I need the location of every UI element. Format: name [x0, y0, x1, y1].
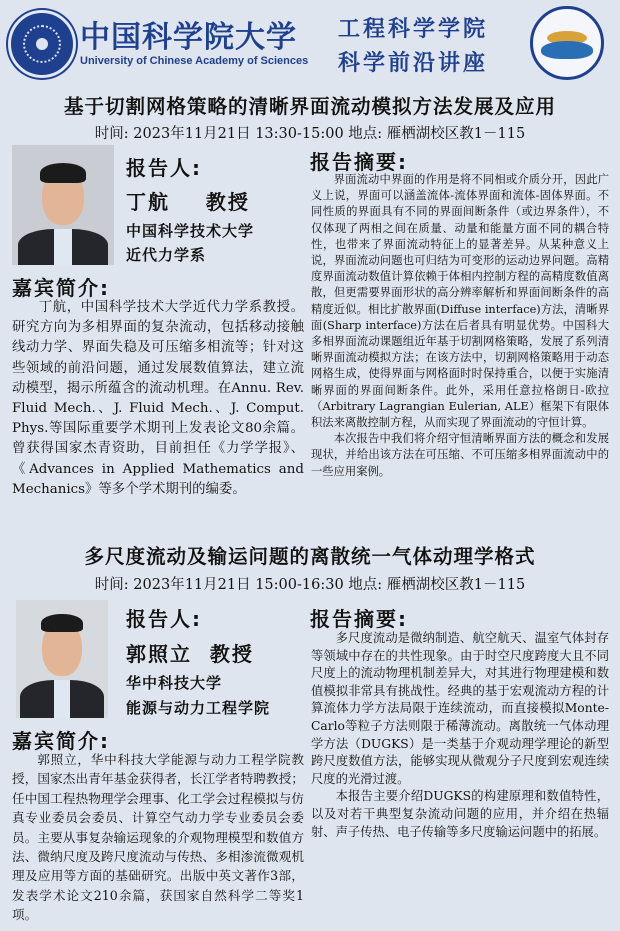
talk1-bio: 丁航，中国科学技术大学近代力学系教授。研究方向为多相界面的复杂流动，包括移动接触线动力学、界面失稳及可压缩多相流等；针对这些领域的前沿问题，通过发展数值算法，建立流动模型，揭示所蕴含的流动机理。在Annu. Rev. Fluid Mech.、J. Fluid Mech.、J. Comput. Phys.等国际重要学术期刊上发表论文80余篇。曾获得国家杰青资助，目前担任《力学学报》、《Advances in Applied Mathematics and Mechanics》等多个学术期刊的编委。: [12, 300, 304, 497]
university-name-cn: 中国科学院大学: [80, 20, 297, 55]
talk1-abstract-label: 报告摘要:: [310, 150, 408, 174]
talk1-affiliation-2: 近代力学系: [126, 246, 207, 264]
talk1-speaker-name: 丁航 教授: [126, 190, 250, 214]
talk2-bio-label: 嘉宾简介:: [12, 729, 110, 753]
school-name: 工程科学学院: [338, 17, 489, 42]
lecture-series-name: 科学前沿讲座: [338, 51, 489, 76]
talk2-title: 多尺度流动及输运问题的离散统一气体动理学格式: [84, 545, 536, 568]
speaker1-photo: [12, 145, 114, 265]
talk2-affiliation-1: 华中科技大学: [126, 674, 223, 692]
university-name-en: University of Chinese Academy of Sciences: [80, 55, 309, 67]
talk1-abstract-paragraph: 本次报告中我们将介绍守恒清晰界面方法的概念和发展现状，并给出该方法在可压缩、不可压缩多相界面流动中的一些应用案例。: [311, 432, 609, 478]
talk2-abstract-paragraph: 本报告主要介绍DUGKS的构建原理和数值特性，以及对若干典型复杂流动问题的应用，并介绍在热辐射、声子传热、电子传输等多尺度输运问题中的拓展。: [311, 789, 609, 839]
speaker2-photo: [16, 600, 108, 718]
talk1-affiliation-1: 中国科学技术大学: [126, 222, 255, 240]
talk1-abstract: [311, 172, 609, 480]
talk2-abstract-label: 报告摘要:: [310, 607, 408, 631]
talk1-bio-label: 嘉宾简介:: [12, 276, 110, 300]
talk1-time-location: 时间: 2023年11月21日 13:30-15:00 地点: 雁栖湖校区教1－115: [94, 126, 526, 142]
talk2-speaker-label: 报告人:: [126, 607, 202, 631]
talk2-time-location: 时间: 2023年11月21日 15:00-16:30 地点: 雁栖湖校区教1－115: [94, 577, 526, 593]
poster-header: [0, 0, 620, 88]
cas-logo-icon: [8, 10, 76, 78]
talk2-bio: 郭照立，华中科技大学能源与动力工程学院教授，国家杰出青年基金获得者，长江学者特聘教授；任中国工程热物理学会理事、化工学会过程模拟与仿真专业委员会委员、计算空气动力学专业委员会委员。主要从事复杂输运现象的介观物理模型和数值方法、微纳尺度及跨尺度流动与传热、多相渗流微观机理及应用等方面的基础研究。出版中英文著作3部，发表学术论文210余篇，获国家自然科学二等奖1项。: [12, 752, 304, 923]
engineering-school-logo-icon: [530, 6, 604, 80]
talk2-affiliation-2: 能源与动力工程学院: [126, 699, 271, 717]
talk2-speaker-name: 郭照立 教授: [126, 642, 254, 666]
talk2-abstract-paragraph: 多尺度流动是微纳制造、航空航天、温室气体封存等领域中存在的共性现象。由于时空尺度跨度大且不同尺度上的流动物理机制差异大，对其进行物理建模和数值模拟非常具有挑战性。经典的基于宏观流动方程的计算流体力学方法局限于连续流动，而直接模拟Monte-Carlo等粒子方法则限于稀薄流动。离散统一气体动理学方法（DUGKS）是一类基于介观动理学理论的新型跨尺度数值方法，能够实现从微观分子尺度到宏观连续尺度的光滑过渡。: [311, 631, 609, 786]
talk2-abstract: [311, 630, 609, 841]
talk1-speaker-label: 报告人:: [126, 156, 202, 180]
talk1-title: 基于切割网格策略的清晰界面流动模拟方法发展及应用: [63, 95, 556, 118]
talk1-abstract-paragraph: 界面流动中界面的作用是将不同相或介质分开，因此广义上说，界面可以涵盖流体-流体界面和流体-固体界面。不同性质的界面具有不同的界面间断条件（或边界条件），不仅体现了两相之间在质量、动量和能量方面不同的耦合特性，也带来了界面流动特征上的显著差异。从某种意义上说，界面流动问题也可归结为可变形的运动边界问题。高精度界面流动数值计算依赖于体相内控制方程的高精度数值离散，但更需要界面形状的高分辨率解析和界面间断条件的高精度近似。相比扩散界面(Diffuse interface)方法，清晰界面(Sharp interface)方法在后者具有明显优势。中国科大多相界面流动课题组近年基于切割网格策略，发展了系列清晰界面流动模拟方法；在该方法中，切割网格策略用于动态网格生成，使得界面与网格面时时保持重合，以便于实施清晰界面的界面间断条件。此外，采用任意拉格朗日-欧拉（Arbitrary Lagrangian Eulerian, ALE）框架下有限体积法来离散控制方程，从而实现了界面流动的守恒计算。: [311, 173, 609, 430]
